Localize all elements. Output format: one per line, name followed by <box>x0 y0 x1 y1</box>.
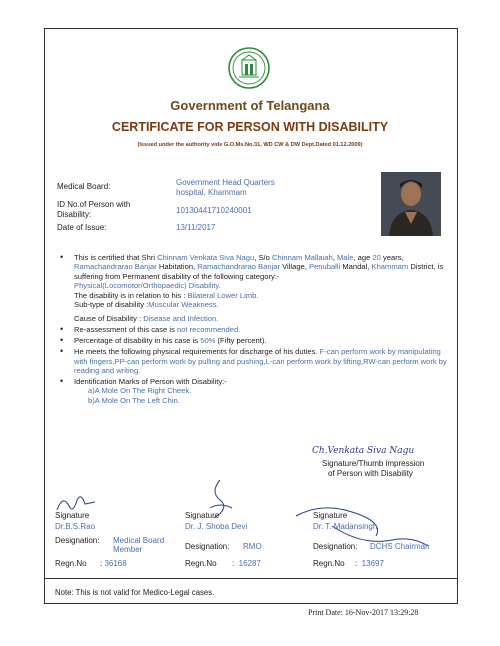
signatory-2-designation: RMO <box>243 542 262 551</box>
signatory-3-designation: DCHS Chairman <box>370 542 430 551</box>
certification-statement: • This is certified that Shri Chinnam Venkata Siva Nagu, S/o Chinnam Mallaiah, Male, age 20 years, Ramachandrarao Banjar Habitation, Ramachandrarao Banjar Village, Penuballi Mandal, Khammam District, is suffering from Permanent disability of the following category:- Physical(Locomotor/Orthopaedic) Disability. The disability is in relation to his : Bilateral Lower Limb. Sub-type of disability :Muscular Weakness. <box>58 253 448 309</box>
signatory-3-signature-label: Signature <box>313 511 348 520</box>
signatory-3-name: Dr. T. Madansingh <box>313 522 378 531</box>
applicant-signature: Ch.Venkata Siva Nagu <box>312 446 415 456</box>
mark-a: a)A Mole On The Right Cheek. <box>88 386 192 396</box>
footer-divider <box>44 578 458 579</box>
medical-board-label: Medical Board: <box>57 182 111 191</box>
disability-subtype: Muscular Weakness. <box>148 300 219 310</box>
person-name: Chinnam Venkata Siva Nagu <box>157 253 255 262</box>
signatory-1-regn-label: Regn.No <box>55 559 87 568</box>
signatory-2-designation-label: Designation: <box>185 542 230 551</box>
id-value: 10130441710240001 <box>176 206 252 215</box>
cause-line: Cause of Disability : Disease and Infection. <box>74 314 219 324</box>
habitation: Ramachandrarao Banjar <box>74 262 157 272</box>
print-date: Print Date: 16-Nov-2017 13:29:28 <box>308 608 419 617</box>
age: 20 <box>372 253 381 262</box>
physical-requirements-line: • He meets the following physical requirements for discharge of his duties. F-can perform work by manipulating with fingers,PP-can perform work by pulling and pushing,L-can perform work by lifting,RW-can perform work by reading and writing. <box>58 347 448 375</box>
mark-b: b)A Mole On The Left Chin. <box>88 395 180 405</box>
applicant-caption-line1: Signature/Thumb impression <box>322 459 425 468</box>
disability-relation: Bilateral Lower Limb. <box>187 290 259 300</box>
telangana-emblem-icon <box>228 47 270 89</box>
note-text: Note: This is not valid for Medico-Legal cases. <box>55 588 215 597</box>
mandal: Penuballi <box>309 262 341 272</box>
issued-under-text: (Issued under the authority vide G.O.Ms.No.31, WD CW & DW Dept.Dated 01.12.2009) <box>137 142 363 148</box>
certificate-title: CERTIFICATE FOR PERSON WITH DISABILITY <box>111 120 389 134</box>
reassessment-line: • Re-assessment of this case is not recommended. <box>58 325 448 334</box>
signatory-3-designation-label: Designation: <box>313 542 358 551</box>
village: Ramachandrarao Banjar <box>197 262 280 272</box>
gender: Male <box>336 253 354 262</box>
reassessment-value: not recommended. <box>176 325 241 335</box>
signatory-1-designation-label: Designation: <box>55 536 100 545</box>
signatory-1-signature-label: Signature <box>55 511 90 520</box>
government-heading: Government of Telangana <box>170 98 330 113</box>
signatory-3-regn-label: Regn.No <box>313 559 345 568</box>
disability-category: Physical(Locomotor/Orthopaedic) Disability. <box>74 281 221 291</box>
medical-board-value-line1: Government Head Quarters <box>176 178 275 187</box>
father-name: Chinnam Mallaiah <box>271 253 333 262</box>
signatory-3-regn: 13697 <box>361 559 384 568</box>
id-label-line2: Disability: <box>57 210 92 219</box>
percentage-value: 50% <box>200 336 216 346</box>
date-issue-label: Date of Issue: <box>57 223 107 232</box>
signatory-1-name: Dr.B.S.Rao <box>55 522 96 531</box>
id-label-line1: ID No.of Person with <box>57 200 131 209</box>
signatory-2-signature-label: Signature <box>185 511 220 520</box>
date-issue-value: 13/11/2017 <box>176 223 216 232</box>
district: Khammam <box>371 262 409 272</box>
percentage-line: • Percentage of disability in his case is 50% (Fifty percent). <box>58 336 448 345</box>
medical-board-value-line2: hospital, Khammam <box>176 188 247 197</box>
signatory-2-regn: 16287 <box>238 559 261 568</box>
certificate-body <box>58 253 448 407</box>
identification-marks-line: • Identification Marks of Person with Disability:- a)A Mole On The Right Cheek. b)A Mole On The Left Chin. <box>58 377 448 405</box>
signatory-2-name: Dr. J. Shoba Devi <box>185 522 248 531</box>
applicant-caption-line2: of Person with Disability <box>328 469 413 478</box>
person-photo <box>381 172 441 236</box>
cause-value: Disease and Infection. <box>143 314 219 324</box>
signatory-1-regn: 36168 <box>104 559 127 568</box>
signatory-2-regn-label: Regn.No <box>185 559 217 568</box>
signatory-1-designation: Medical Board Member <box>113 536 165 554</box>
physical-requirements-value: F-can perform work by manipulating with fingers,PP-can perform work by pulling and pushing,L-can perform work by lifting,RW-can perform work by reading and writing. <box>74 347 447 375</box>
